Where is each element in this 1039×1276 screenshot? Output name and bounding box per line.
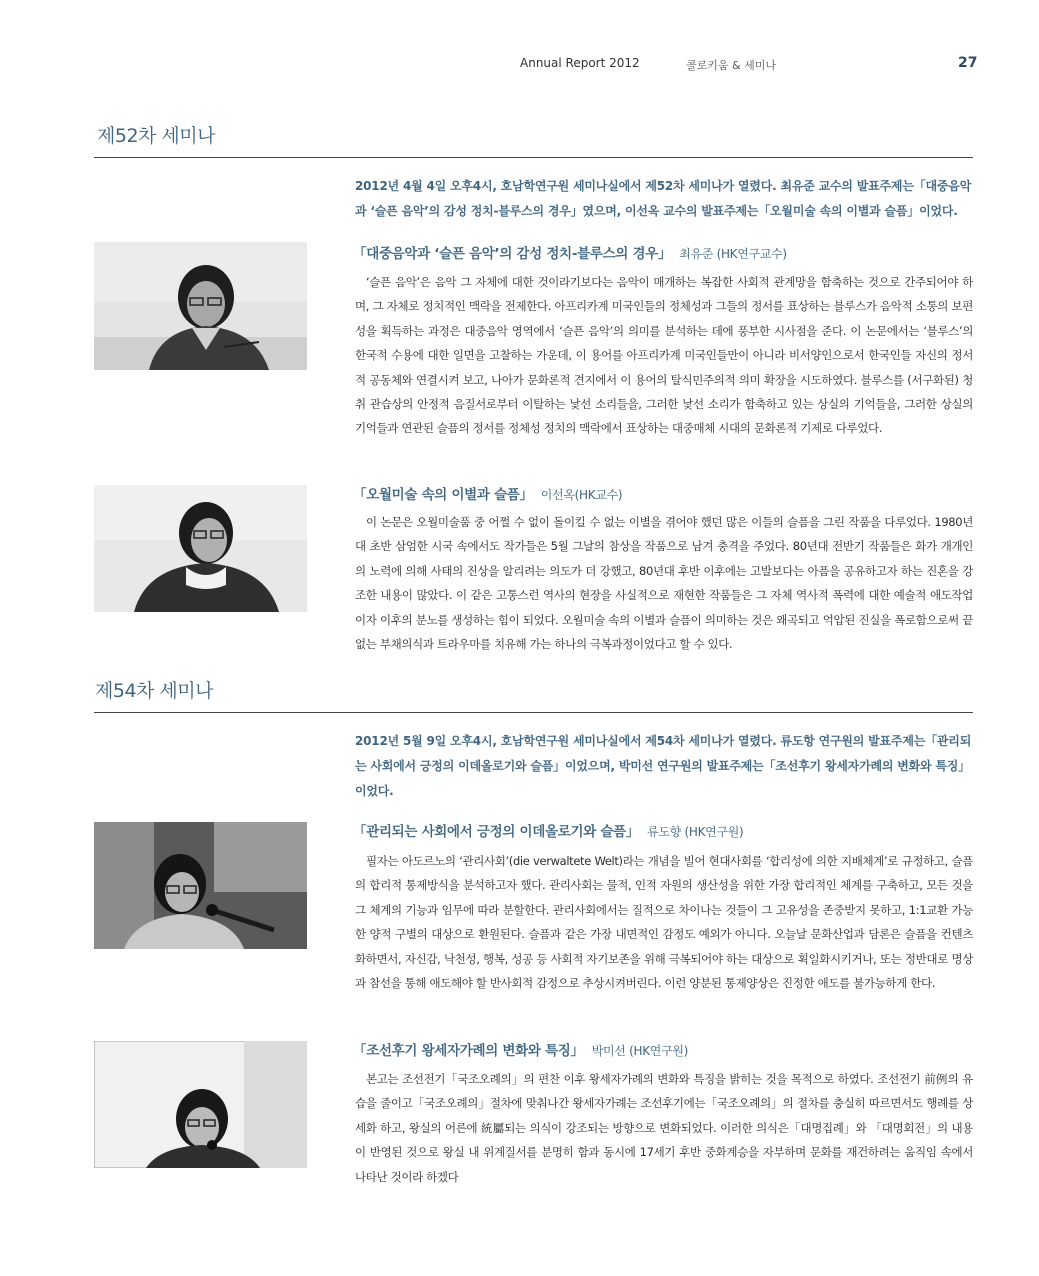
presenter-photo [94,1041,307,1168]
presenter-photo-image [94,1041,307,1168]
section-rule [94,712,973,713]
presenter-photo-image [94,485,307,612]
section-rule [94,157,973,158]
section-title-seminar-54: 제54차 세미나 [95,680,213,702]
talk-abstract: 본고는 조선전기「국조오례의」의 편찬 이후 왕세자가례의 변화와 특징을 밝히는 것을 목적으로 하였다. 조선전기 前例의 유습을 줄이고「국조오례의」절차에 맞춰나간 왕세자가례는 조선후기에는「국조오례의」의 절차를 충실히 따르면서도 행례를 상세화 하고, 왕실의 어른에 統屬되는 의식이 강조되는 방향으로 변화되었다. 이러한 의식은「대명집례」와 「대명회전」의 내용이 반영된 것으로 왕실 내 위계질서를 분명히 함과 동시에 17세기 후반 중화계승을 자부하며 문화를 재건하려는 움직임 속에서 나타난 것이라 하겠다 [355,1072,973,1184]
section-title-seminar-52: 제52차 세미나 [97,125,215,147]
talk-abstract: 필자는 아도르노의 ‘관리사회’(die verwaltete Welt)라는 개념을 빌어 현대사회를 ‘합리성에 의한 지배체계’로 규정하고, 슬픔의 합리적 통제방식을 분석하고자 했다. 관리사회는 물적, 인적 자원의 생산성을 위한 가장 합리적인 체계를 구축하고, 모든 것을 그 체계의 기능과 임무에 따라 분할한다. 관리사회에서는 질적으로 차이나는 것들이 그 고유성을 존중받지 못하고, 1:1교환 가능한 양적 구별의 대상으로 환원된다. 슬픔과 같은 가장 내면적인 감정도 예외가 아니다. 오늘날 문화산업과 담론은 슬픔을 컨텐츠화하면서, 자신감, 낙천성, 행복, 성공 등 사회적 자기보존을 위해 극복되어야 하는 대상으로 획일화시키거나, 또는 정반대로 명상과 참선을 통해 애도해야 할 반사회적 감정으로 추상시켜버린다. 이런 양분된 통제양상은 진정한 애도를 불가능하게 한다. [355,854,973,991]
talk-abstract: ‘슬픈 음악’은 음악 그 자체에 대한 것이라기보다는 음악이 매개하는 복잡한 사회적 관계망을 함축하는 것으로 간주되어야 하며, 그 자체로 정치적인 맥락을 전제한다. 아프리카계 미국인들의 정체성과 그들의 정서를 표상하는 블루스가 음악적 소통의 보편성을 획득하는 과정은 대중음악 영역에서 ‘슬픈 음악’의 의미를 분석하는 데에 풍부한 시사점을 준다. 이 논문에서는 ‘블루스’의 한국적 수용에 대한 일면을 고찰하는 가운데, 이 용어를 아프리카계 미국인들만이 아니라 비서양인으로서 한국인들 자신의 정서적 공동체와 연결시켜 보고, 나아가 문화론적 견지에서 이 용어의 탈식민주의적 의미 확장을 시도하였다. 블루스를 (서구화된) 청취 관습상의 안정적 음질서로부터 이탈하는 낯선 소리들을, 그러한 낯선 소리가 함축하고 있는 상실의 기억들을, 그러한 상실의 기억들과 연관된 슬픔의 정서를 정체성 정치의 맥락에서 표상하는 대중매체 시대의 문화론적 기제로 다루었다. [355,275,973,436]
header-report-title: Annual Report 2012 [520,56,640,70]
header-section-name: 콜로키움 & 세미나 [686,59,776,72]
talk-title [353,242,973,262]
page-number: 27 [958,55,978,71]
talk-speaker: 류도향 (HK연구원) [647,825,744,839]
seminar-intro: 2012년 4월 4일 오후4시, 호남학연구원 세미나실에서 제52차 세미나가 열렸다. 최유준 교수의 발표주제는「대중음악과 ‘슬픈 음악’의 감성 정치-블루스의 경우」였으며, 이선옥 교수의 발표주제는「오월미술 속의 이별과 슬픔」이었다. [355,179,972,218]
talk-speaker: 최유준 (HK연구교수) [679,247,787,261]
presenter-photo-image [94,822,307,949]
talk-title-text: 「관리되는 사회에서 긍정의 이데올로기와 슬픔」 [353,824,640,840]
talk-title [353,820,973,840]
talk-speaker: 박미선 (HK연구원) [591,1044,689,1058]
talk-speaker: 이선옥(HK교수) [540,488,623,502]
talk-title [353,1039,973,1059]
talk-title [353,483,973,503]
talk-title-text: 「대중음악과 ‘슬픈 음악’의 감성 정치-블루스의 경우」 [353,246,672,262]
presenter-photo [94,485,307,612]
talk-abstract: 이 논문은 오월미술품 중 어쩔 수 없이 돌이킬 수 없는 이별을 겪어야 했던 많은 이들의 슬픔을 그린 작품을 다루었다. 1980년대 초반 삼엄한 시국 속에서도 작가들은 5월 그날의 참상을 작품으로 남겨 충격을 주었다. 80년대 전반기 작품들은 화가 개개인의 노력에 의해 사태의 진상을 알리려는 의도가 더 강했고, 80년대 후반 이후에는 고발보다는 아픔을 공유하고자 하는 진혼을 강조한 내용이 많았다. 이 같은 고통스런 역사의 현장을 사실적으로 재현한 작품들은 그 자체 역사적 폭력에 대한 예술적 애도작업이자 이후의 분노를 생성하는 힘이 되었다. 오월미술 속의 이별과 슬픔이 의미하는 것은 왜곡되고 억압된 진실을 폭로함으로써 끝없는 부채의식과 트라우마를 치유해 가는 하나의 극복과정이었다고 할 수 있다. [355,515,973,652]
talk-title-text: 「조선후기 왕세자가례의 변화와 특징」 [353,1043,584,1059]
talk-title-text: 「오월미술 속의 이별과 슬픔」 [353,487,533,503]
presenter-photo [94,242,307,370]
seminar-intro: 2012년 5월 9일 오후4시, 호남학연구원 세미나실에서 제54차 세미나가 열렸다. 류도항 연구원의 발표주제는「관리되는 사회에서 긍정의 이데올로기와 슬픔」이었으며, 박미선 연구원의 발표주제는「조선후기 왕세자가례의 변화와 특징」이었다. [355,734,972,798]
presenter-photo [94,822,307,949]
presenter-photo-image [94,242,307,370]
